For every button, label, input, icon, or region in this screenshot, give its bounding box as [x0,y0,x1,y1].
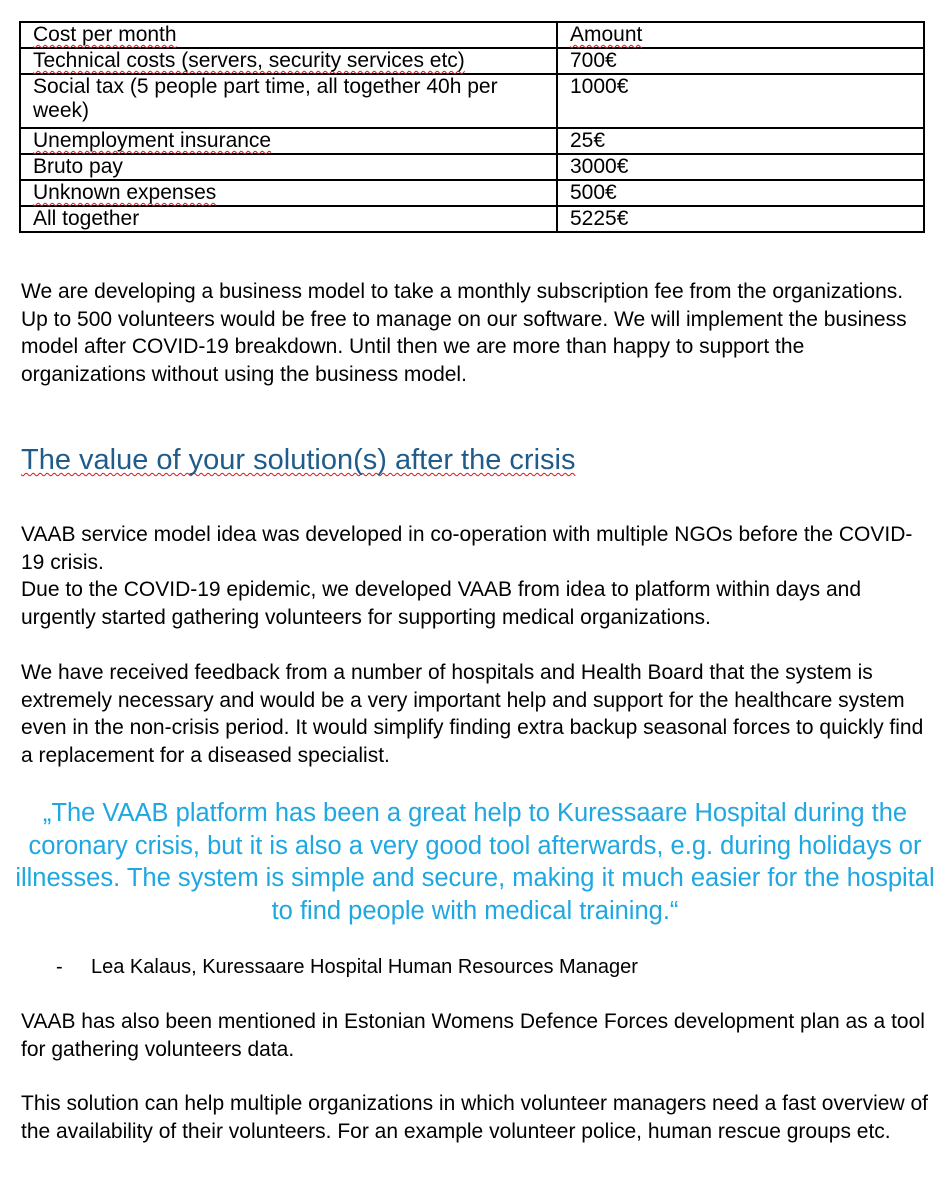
business-model-paragraph: We are developing a business model to take a monthly subscription fee from the organizations. Up to 500 volunteers would be free to manage on our software. We will implement the business model after COVID-19 breakdown. Until then we are more than happy to support the organizations without using the business model. [21,280,907,386]
table-row [20,154,924,180]
section-heading: The value of your solution(s) after the crisis [21,444,576,476]
testimonial-quote: „The VAAB platform has been a great help to Kuressaare Hospital during the coronary crisis, but it is also a very good tool afterwards, e.g. during holidays or illnesses. The system is simple and secure, making it much easier for the hospital to find people with medical training.“ [15,799,935,925]
table-row [20,206,924,232]
row-item: Unknown expenses [33,181,217,204]
origin-paragraph-1: VAAB service model idea was developed in co-operation with multiple NGOs before the COVID-19 crisis. [21,523,913,574]
table-row [20,74,924,128]
row-amount: 500€ [570,181,617,204]
row-amount: 1000€ [570,75,629,98]
attribution-text: Lea Kalaus, Kuressaare Hospital Human Resources Manager [91,956,638,978]
table-row [20,48,924,74]
use-cases-paragraph: This solution can help multiple organizations in which volunteer managers need a fast overview of the availability of their volunteers. For an example volunteer police, human rescue groups etc. [21,1092,928,1143]
cost-table [19,21,925,233]
header-cost-per-month: Cost per month [33,23,177,46]
row-item: All together [33,207,140,230]
row-amount: 3000€ [570,155,629,178]
table-header-row [20,22,924,48]
feedback-paragraph: We have received feedback from a number of hospitals and Health Board that the system is extremely necessary and would be a very important help and support for the healthcare system even in the non-crisis period. It would simplify finding extra backup seasonal forces to quickly find a replacement for a diseased specialist. [21,661,924,767]
origin-paragraph-2: Due to the COVID-19 epidemic, we developed VAAB from idea to platform within days and urgently started gathering volunteers for supporting medical organizations. [21,578,862,629]
row-item: Unemployment insurance [33,129,272,152]
defence-forces-paragraph: VAAB has also been mentioned in Estonian Womens Defence Forces development plan as a tool for gathering volunteers data. [21,1010,925,1061]
table-row [20,180,924,206]
attribution-dash: - [56,956,63,978]
row-amount: 5225€ [570,207,629,230]
table-row [20,128,924,154]
quote-attribution [56,955,638,979]
row-amount: 700€ [570,49,617,72]
row-item: Technical costs (servers, security services etc) [33,49,465,72]
row-item: Bruto pay [33,155,123,178]
row-amount: 25€ [570,129,606,152]
row-item: Social tax (5 people part time, all together 40h per week) [33,75,498,122]
header-amount: Amount [570,23,643,46]
